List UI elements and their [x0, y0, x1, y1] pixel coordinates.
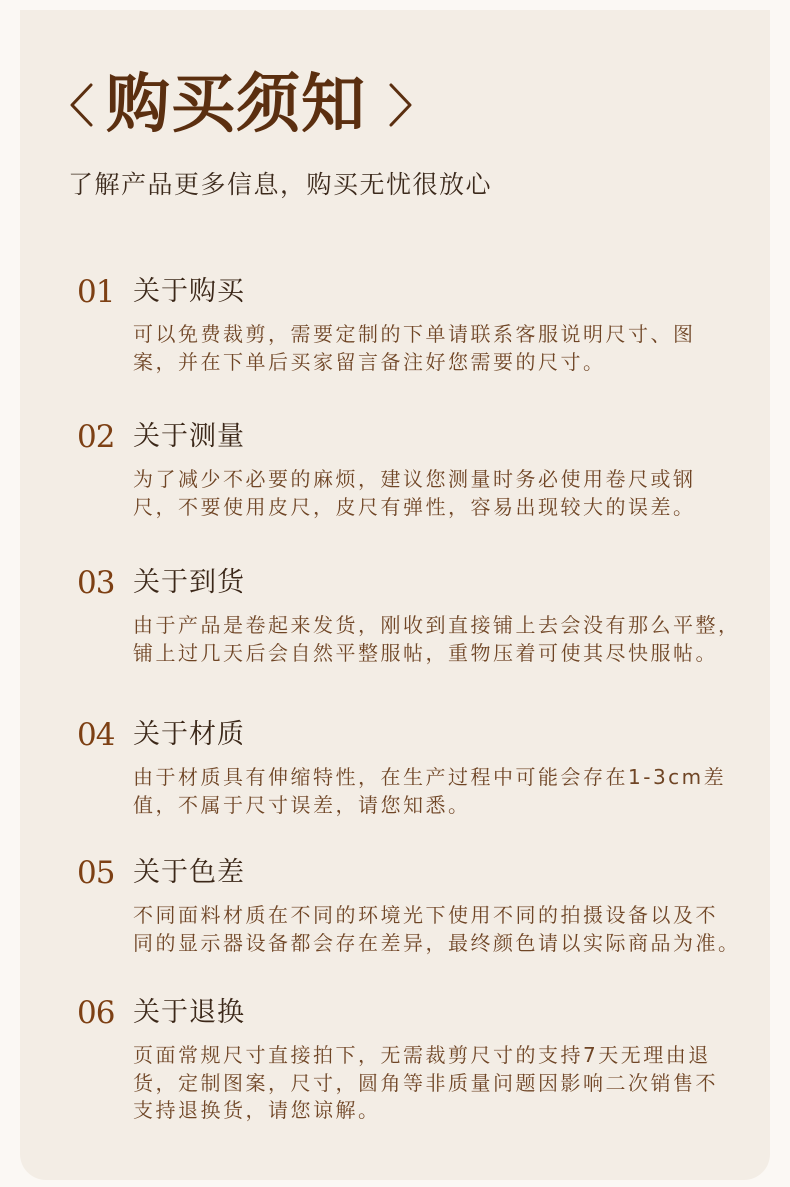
section-body — [133, 466, 696, 521]
chevron-left-icon — [66, 80, 96, 130]
section-title: 关于购买 — [133, 276, 245, 307]
section-body-line: 由于材质具有伸缩特性，在生产过程中可能会存在1-3cm差 — [133, 765, 727, 789]
section-body — [133, 764, 726, 819]
section-body — [133, 1042, 718, 1125]
section-title: 关于到货 — [133, 567, 245, 598]
section-body-line: 支持退换货，请您谅解。 — [133, 1098, 381, 1122]
section-body-line: 铺上过几天后会自然平整服帖，重物压着可使其尽快服帖。 — [133, 640, 718, 665]
section-number: 06 — [77, 995, 115, 1031]
page-subtitle: 了解产品更多信息，购买无忧很放心 — [68, 170, 493, 199]
section-body — [133, 321, 696, 376]
section-body-line: 值，不属于尺寸误差，请您知悉。 — [133, 792, 471, 817]
section-body-line: 尺，不要使用皮尺，皮尺有弹性，容易出现较大的误差。 — [133, 494, 696, 519]
section-body — [133, 612, 741, 667]
section-body-line: 货，定制图案，尺寸，圆角等非质量问题因影响二次销售不 — [133, 1070, 718, 1095]
chevron-right-icon — [386, 80, 416, 130]
notice-section-delivery — [0, 565, 790, 695]
section-body-line: 同的显示器设备都会存在差异，最终颜色请以实际商品为准。 — [133, 930, 741, 955]
notice-section-measurement — [0, 419, 790, 549]
notice-section-returns — [0, 995, 790, 1125]
section-number: 01 — [77, 274, 115, 310]
section-title: 关于材质 — [133, 719, 245, 750]
notice-section-material — [0, 717, 790, 847]
notice-section-purchase — [0, 274, 790, 404]
section-number: 04 — [77, 717, 115, 753]
section-title: 关于色差 — [133, 857, 245, 888]
section-body — [133, 902, 741, 957]
section-body-line: 页面常规尺寸直接拍下，无需裁剪尺寸的支持7天无理由退 — [133, 1043, 711, 1067]
section-body-line: 由于产品是卷起来发货，刚收到直接铺上去会没有那么平整， — [133, 613, 741, 637]
section-body-line: 可以免费裁剪，需要定制的下单请联系客服说明尺寸、图 — [133, 322, 696, 346]
section-title: 关于退换 — [133, 997, 245, 1028]
section-body-line: 不同面料材质在不同的环境光下使用不同的拍摄设备以及不 — [133, 903, 718, 927]
section-body-line: 为了减少不必要的麻烦，建议您测量时务必使用卷尺或钢 — [133, 467, 696, 491]
section-number: 03 — [77, 565, 115, 601]
section-number: 02 — [77, 419, 115, 455]
page-title: 购买须知 — [106, 68, 366, 142]
notice-section-color-difference — [0, 855, 790, 985]
section-title: 关于测量 — [133, 421, 245, 452]
section-body-line: 案，并在下单后买家留言备注好您需要的尺寸。 — [133, 349, 606, 374]
section-number: 05 — [77, 855, 115, 891]
